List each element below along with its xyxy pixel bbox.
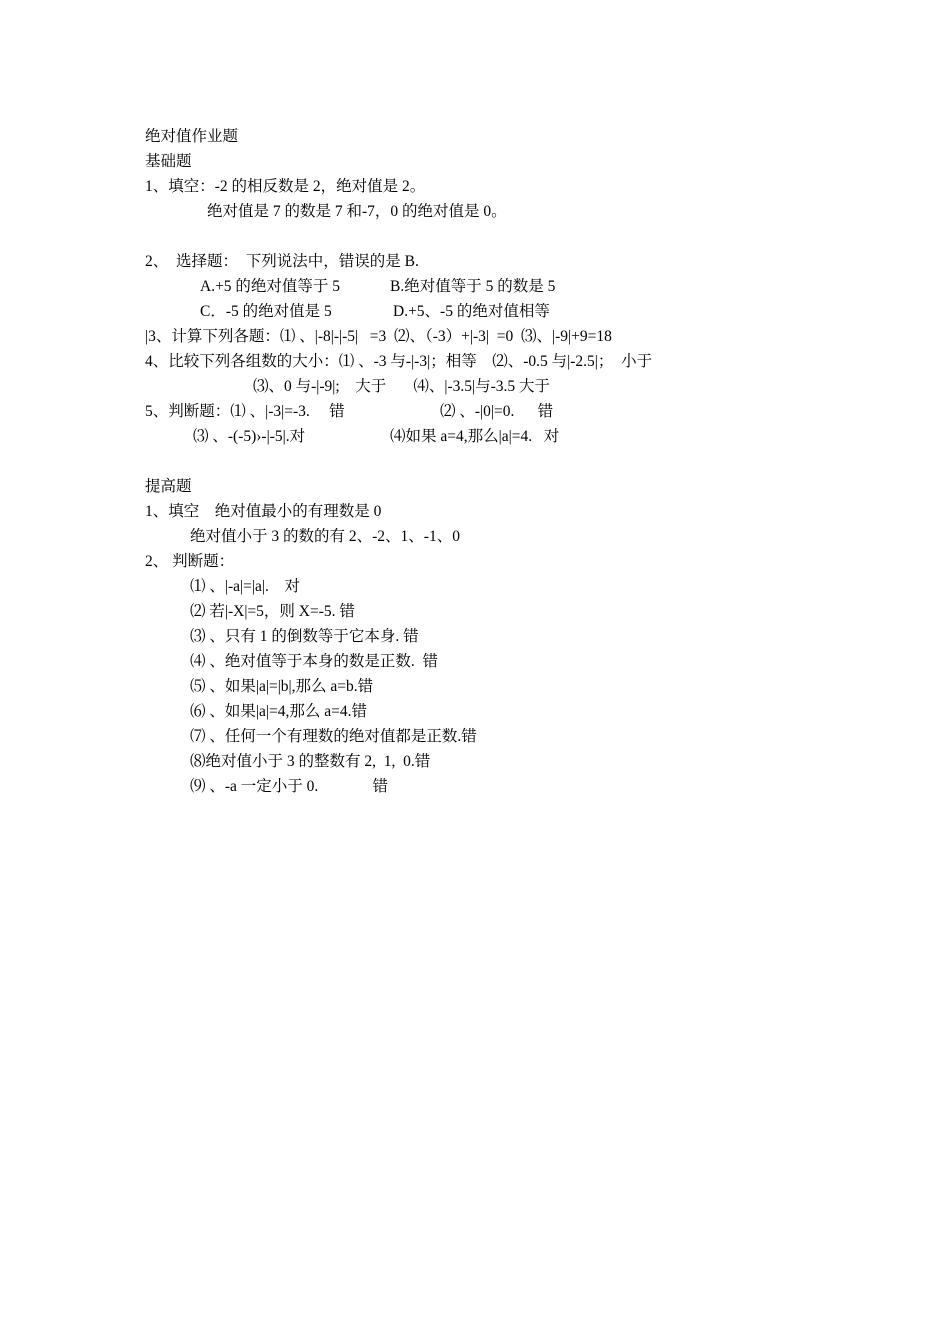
advanced-q1-line2: 绝对值小于 3 的数的有 2、-2、1、-1、0: [190, 528, 460, 545]
advanced-section-heading: 提高题: [145, 478, 192, 495]
basic-q2-option-c: C．-5 的绝对值是 5: [200, 303, 332, 320]
basic-q1-line2: 绝对值是 7 的数是 7 和-7，0 的绝对值是 0。: [207, 203, 507, 220]
basic-q4-line2: ⑶、0 与-|-9|; 大于 ⑷、|-3.5|与-3.5 大于: [253, 378, 550, 395]
basic-q4-line1: 4、比较下列各组数的大小：⑴ 、-3 与-|-3|；相等 ⑵、-0.5 与|-2.5|； 小于: [145, 353, 653, 370]
basic-section-heading: 基础题: [145, 153, 192, 170]
advanced-q2-item: ⑶ 、只有 1 的倒数等于它本身. 错: [190, 628, 419, 645]
basic-q2-option-a: A.+5 的绝对值等于 5: [200, 278, 341, 295]
basic-q5-line1-a: 5、判断题：⑴ 、|-3|=-3. 错: [145, 403, 345, 420]
basic-q5-line2-a: ⑶ 、-(-5)›-|-5|.对: [193, 428, 306, 445]
advanced-q2-item: ⑺ 、任何一个有理数的绝对值都是正数.错: [190, 728, 477, 745]
advanced-q1-line1: 1、填空 绝对值最小的有理数是 0: [145, 503, 382, 520]
basic-q5-line1-b: ⑵ 、-|0|=0. 错: [440, 403, 554, 420]
basic-q2-option-d: D.+5、-5 的绝对值相等: [393, 303, 550, 320]
basic-q1-line1: 1、填空：-2 的相反数是 2，绝对值是 2。: [145, 178, 426, 195]
advanced-q2-item: ⑸ 、如果|a|=|b|,那么 a=b.错: [190, 678, 374, 695]
advanced-q2-item: ⑻绝对值小于 3 的整数有 2, 1, 0.错: [190, 753, 431, 770]
advanced-q2-item: ⑴ 、|-a|=|a|. 对: [190, 578, 300, 595]
basic-q3: |3、计算下列各题：⑴ 、|-8|-|-5| =3 ⑵、（-3）+|-3| =0 ⑶、|-9|+9=18: [145, 328, 612, 345]
basic-q5-line2-b: ⑷如果 a=4,那么|a|=4. 对: [390, 428, 560, 445]
basic-q2-stem: 2、 选择题： 下列说法中，错误的是 B.: [145, 253, 419, 270]
advanced-q2-item: ⑷ 、绝对值等于本身的数是正数. 错: [190, 653, 439, 670]
basic-q2-option-b: B.绝对值等于 5 的数是 5: [390, 278, 556, 295]
advanced-q2-item: ⑵ 若|-X|=5，则 X=-5. 错: [190, 603, 355, 620]
doc-title: 绝对值作业题: [145, 128, 239, 145]
advanced-q2-item: ⑼ 、-a 一定小于 0. 错: [190, 778, 389, 795]
advanced-q2-stem: 2、 判断题：: [145, 553, 235, 570]
advanced-q2-item: ⑹ 、如果|a|=4,那么 a=4.错: [190, 703, 367, 720]
